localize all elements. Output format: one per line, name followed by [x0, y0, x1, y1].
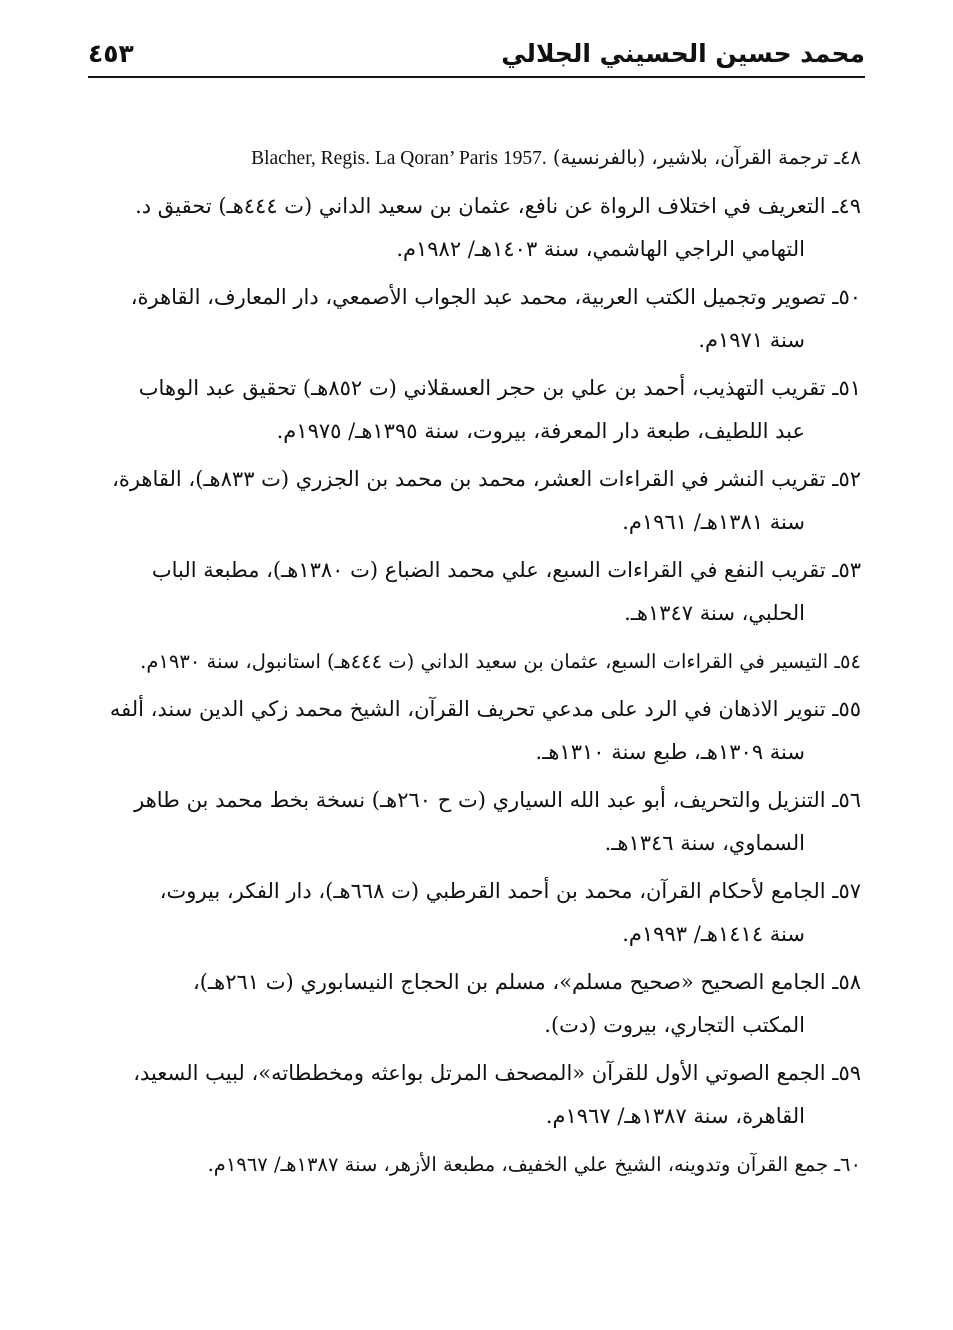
entry-number: ٥٩ — [838, 1061, 861, 1085]
bibliography-entry — [96, 549, 861, 635]
bibliography-entry — [96, 779, 861, 865]
entry-continuation: عبد اللطيف، طبعة دار المعرفة، بيروت، سنة ١٣٩٥هـ/ ١٩٧٥م. — [276, 419, 805, 443]
bibliography-entry — [96, 136, 861, 180]
bibliography-entry — [96, 185, 861, 271]
entry-text: ـ ترجمة القرآن، بلاشير، (بالفرنسية) — [546, 146, 841, 169]
entry-continuation: سنة ١٤١٤هـ/ ١٩٩٣م. — [622, 922, 805, 946]
entry-number: ٥٧ — [838, 879, 861, 903]
entry-number: ٤٩ — [838, 194, 861, 218]
entry-continuation: السماوي، سنة ١٣٤٦هـ. — [604, 831, 805, 855]
bibliography-entry — [96, 870, 861, 956]
entry-text: ـ الجامع الصحيح «صحيح مسلم»، مسلم بن الحجاج النيسابوري (ت ٢٦١هـ)، — [193, 970, 839, 994]
entry-number: ٤٨ — [840, 146, 861, 169]
bibliography-entry — [96, 688, 861, 774]
entry-text: ـ جمع القرآن وتدوينه، الشيخ علي الخفيف، مطبعة الأزهر، سنة ١٣٨٧هـ/ ١٩٦٧م. — [207, 1153, 841, 1176]
entry-number: ٥٢ — [838, 467, 861, 491]
entry-number: ٥٦ — [838, 788, 861, 812]
bibliography-entry — [96, 458, 861, 544]
entry-number: ٥٣ — [838, 558, 861, 582]
entry-continuation: الحلبي، سنة ١٣٤٧هـ. — [624, 601, 805, 625]
entry-number: ٥٠ — [838, 285, 861, 309]
entry-number: ٦٠ — [840, 1153, 861, 1176]
bibliography-entry — [96, 961, 861, 1047]
entry-text: ـ التنزيل والتحريف، أبو عبد الله السياري (ت ح ٢٦٠هـ) نسخة بخط محمد بن طاهر — [134, 788, 839, 812]
bibliography-entry — [96, 1143, 861, 1186]
bibliography-entry — [96, 1052, 861, 1138]
entry-text: ـ التيسير في القراءات السبع، عثمان بن سعيد الداني (ت ٤٤٤هـ) استانبول، سنة ١٩٣٠م. — [140, 650, 841, 673]
entry-text: ـ تنوير الاذهان في الرد على مدعي تحريف القرآن، الشيخ محمد زكي الدين سند، ألفه — [109, 697, 839, 721]
bibliography-entry — [96, 367, 861, 453]
entry-text: ـ تقريب النفع في القراءات السبع، علي محمد الضباع (ت ١٣٨٠هـ)، مطبعة الباب — [151, 558, 839, 582]
entry-continuation: القاهرة، سنة ١٣٨٧هـ/ ١٩٦٧م. — [545, 1104, 805, 1128]
bibliography-entry — [96, 640, 861, 683]
entry-continuation: سنة ١٣٨١هـ/ ١٩٦١م. — [622, 510, 805, 534]
entry-text: ـ تقريب التهذيب، أحمد بن علي بن حجر العسقلاني (ت ٨٥٢هـ) تحقيق عبد الوهاب — [138, 376, 839, 400]
entry-continuation: سنة ١٩٧١م. — [698, 328, 805, 352]
entry-continuation: المكتب التجاري، بيروت (دت). — [544, 1013, 805, 1037]
running-title: محمد حسين الحسيني الجلالي — [501, 38, 865, 68]
entry-continuation: التهامي الراجي الهاشمي، سنة ١٤٠٣هـ/ ١٩٨٢م. — [396, 237, 805, 261]
page-header — [88, 30, 865, 78]
page-number: ٤٥٣ — [88, 38, 134, 68]
bibliography-list — [96, 136, 861, 1191]
entry-text: ـ تقريب النشر في القراءات العشر، محمد بن محمد بن الجزري (ت ٨٣٣هـ)، القاهرة، — [112, 467, 839, 491]
entry-text: ـ تصوير وتجميل الكتب العربية، محمد عبد الجواب الأصمعي، دار المعارف، القاهرة، — [130, 285, 839, 309]
entry-text: ـ الجامع لأحكام القرآن، محمد بن أحمد القرطبي (ت ٦٦٨هـ)، دار الفكر، بيروت، — [159, 879, 839, 903]
entry-number: ٥١ — [838, 376, 861, 400]
entry-number: ٥٤ — [840, 650, 861, 673]
entry-number: ٥٥ — [838, 697, 861, 721]
entry-latin-text: Blacher, Regis. La Qoran’ Paris 1957. — [251, 148, 547, 169]
entry-number: ٥٨ — [838, 970, 861, 994]
entry-text: ـ التعريف في اختلاف الرواة عن نافع، عثمان بن سعيد الداني (ت ٤٤٤هـ) تحقيق د. — [135, 194, 839, 218]
entry-continuation: سنة ١٣٠٩هـ، طبع سنة ١٣١٠هـ. — [535, 740, 805, 764]
entry-text: ـ الجمع الصوتي الأول للقرآن «المصحف المرتل بواعثه ومخططاته»، لبيب السعيد، — [133, 1061, 839, 1085]
bibliography-entry — [96, 276, 861, 362]
